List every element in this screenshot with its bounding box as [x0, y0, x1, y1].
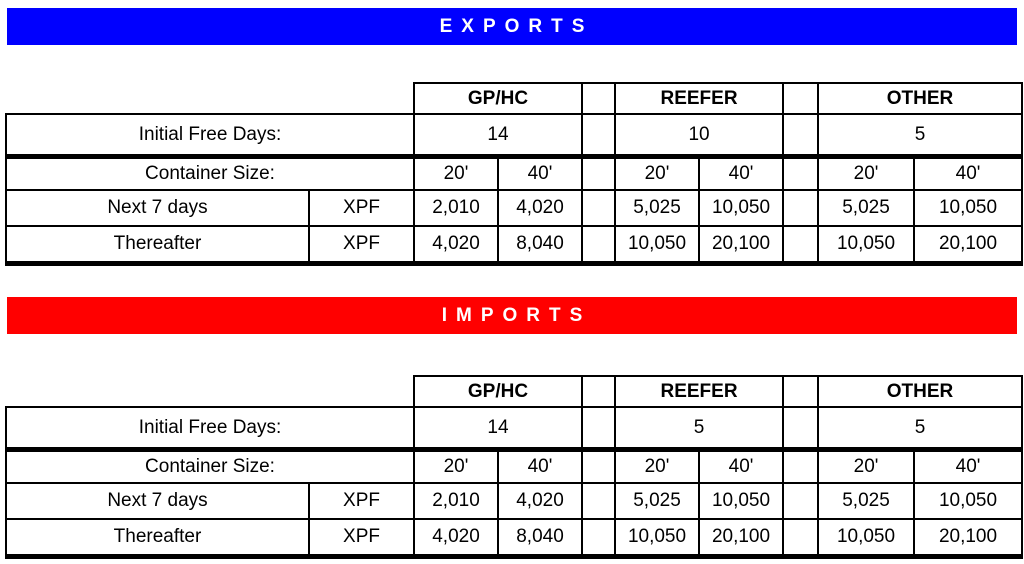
size-header-cell: 20' [615, 157, 699, 191]
size-header-cell: 40' [914, 450, 1022, 484]
group-spacer-cell [783, 114, 818, 157]
group-spacer-cell [783, 407, 818, 450]
group-spacer-cell [783, 83, 818, 114]
rate-cell: 10,050 [699, 483, 783, 519]
group-spacer-cell [582, 407, 615, 450]
rate-cell: 20,100 [699, 226, 783, 264]
group-spacer-cell [582, 519, 615, 557]
rate-cell: 2,010 [414, 190, 498, 226]
size-header-cell: 40' [699, 157, 783, 191]
rate-row-thereafter [6, 519, 1022, 557]
rate-cell: 5,025 [615, 190, 699, 226]
group-spacer-cell [582, 83, 615, 114]
group-header-gphc: GP/HC [414, 376, 582, 407]
exports-rates-table [5, 82, 1023, 266]
size-header-cell: 40' [498, 450, 582, 484]
group-header-row [6, 376, 1022, 407]
rate-cell: 4,020 [498, 190, 582, 226]
container-size-row [6, 157, 1022, 191]
free-days-gphc: 14 [414, 407, 582, 450]
rate-cell: 8,040 [498, 519, 582, 557]
currency-cell: XPF [309, 190, 414, 226]
initial-free-days-label: Initial Free Days: [6, 407, 414, 450]
container-size-label: Container Size: [6, 157, 414, 191]
group-spacer-cell [783, 190, 818, 226]
initial-free-days-row [6, 407, 1022, 450]
rate-cell: 5,025 [818, 483, 914, 519]
free-days-other: 5 [818, 114, 1022, 157]
group-spacer-cell [783, 450, 818, 484]
rate-cell: 10,050 [914, 483, 1022, 519]
group-spacer-cell [582, 226, 615, 264]
group-spacer-cell [582, 376, 615, 407]
rate-cell: 10,050 [914, 190, 1022, 226]
empty-corner-cell [6, 83, 414, 114]
rate-cell: 4,020 [414, 519, 498, 557]
size-header-cell: 40' [498, 157, 582, 191]
initial-free-days-row [6, 114, 1022, 157]
group-header-other: OTHER [818, 376, 1022, 407]
rate-row-next7days [6, 190, 1022, 226]
group-header-other: OTHER [818, 83, 1022, 114]
rate-cell: 2,010 [414, 483, 498, 519]
rate-cell: 20,100 [914, 226, 1022, 264]
currency-cell: XPF [309, 226, 414, 264]
rate-cell: 5,025 [818, 190, 914, 226]
group-header-reefer: REEFER [615, 376, 783, 407]
rate-cell: 20,100 [914, 519, 1022, 557]
rate-cell: 5,025 [615, 483, 699, 519]
size-header-cell: 20' [414, 157, 498, 191]
group-spacer-cell [582, 114, 615, 157]
group-spacer-cell [582, 190, 615, 226]
currency-cell: XPF [309, 483, 414, 519]
size-header-cell: 20' [414, 450, 498, 484]
group-spacer-cell [783, 157, 818, 191]
size-header-cell: 40' [914, 157, 1022, 191]
group-spacer-cell [783, 376, 818, 407]
group-spacer-cell [582, 450, 615, 484]
rate-cell: 10,050 [615, 519, 699, 557]
group-header-gphc: GP/HC [414, 83, 582, 114]
size-header-cell: 40' [699, 450, 783, 484]
rate-row-label: Thereafter [6, 519, 309, 557]
exports-banner: EXPORTS [7, 8, 1017, 45]
imports-banner: IMPORTS [7, 297, 1017, 334]
rate-row-thereafter [6, 226, 1022, 264]
container-size-row [6, 450, 1022, 484]
free-days-gphc: 14 [414, 114, 582, 157]
group-spacer-cell [783, 226, 818, 264]
rate-row-label: Next 7 days [6, 190, 309, 226]
rate-cell: 4,020 [498, 483, 582, 519]
rate-cell: 10,050 [615, 226, 699, 264]
free-days-other: 5 [818, 407, 1022, 450]
container-size-label: Container Size: [6, 450, 414, 484]
currency-cell: XPF [309, 519, 414, 557]
size-header-cell: 20' [818, 450, 914, 484]
free-days-reefer: 10 [615, 114, 783, 157]
group-spacer-cell [582, 483, 615, 519]
rate-cell: 10,050 [818, 519, 914, 557]
group-spacer-cell [783, 483, 818, 519]
empty-corner-cell [6, 376, 414, 407]
group-header-reefer: REEFER [615, 83, 783, 114]
free-days-reefer: 5 [615, 407, 783, 450]
group-header-row [6, 83, 1022, 114]
rate-cell: 10,050 [699, 190, 783, 226]
initial-free-days-label: Initial Free Days: [6, 114, 414, 157]
group-spacer-cell [783, 519, 818, 557]
size-header-cell: 20' [615, 450, 699, 484]
rate-cell: 20,100 [699, 519, 783, 557]
rate-cell: 10,050 [818, 226, 914, 264]
rate-row-label: Next 7 days [6, 483, 309, 519]
rate-row-label: Thereafter [6, 226, 309, 264]
rate-cell: 8,040 [498, 226, 582, 264]
rate-row-next7days [6, 483, 1022, 519]
imports-rates-table [5, 375, 1023, 559]
size-header-cell: 20' [818, 157, 914, 191]
rate-cell: 4,020 [414, 226, 498, 264]
group-spacer-cell [582, 157, 615, 191]
